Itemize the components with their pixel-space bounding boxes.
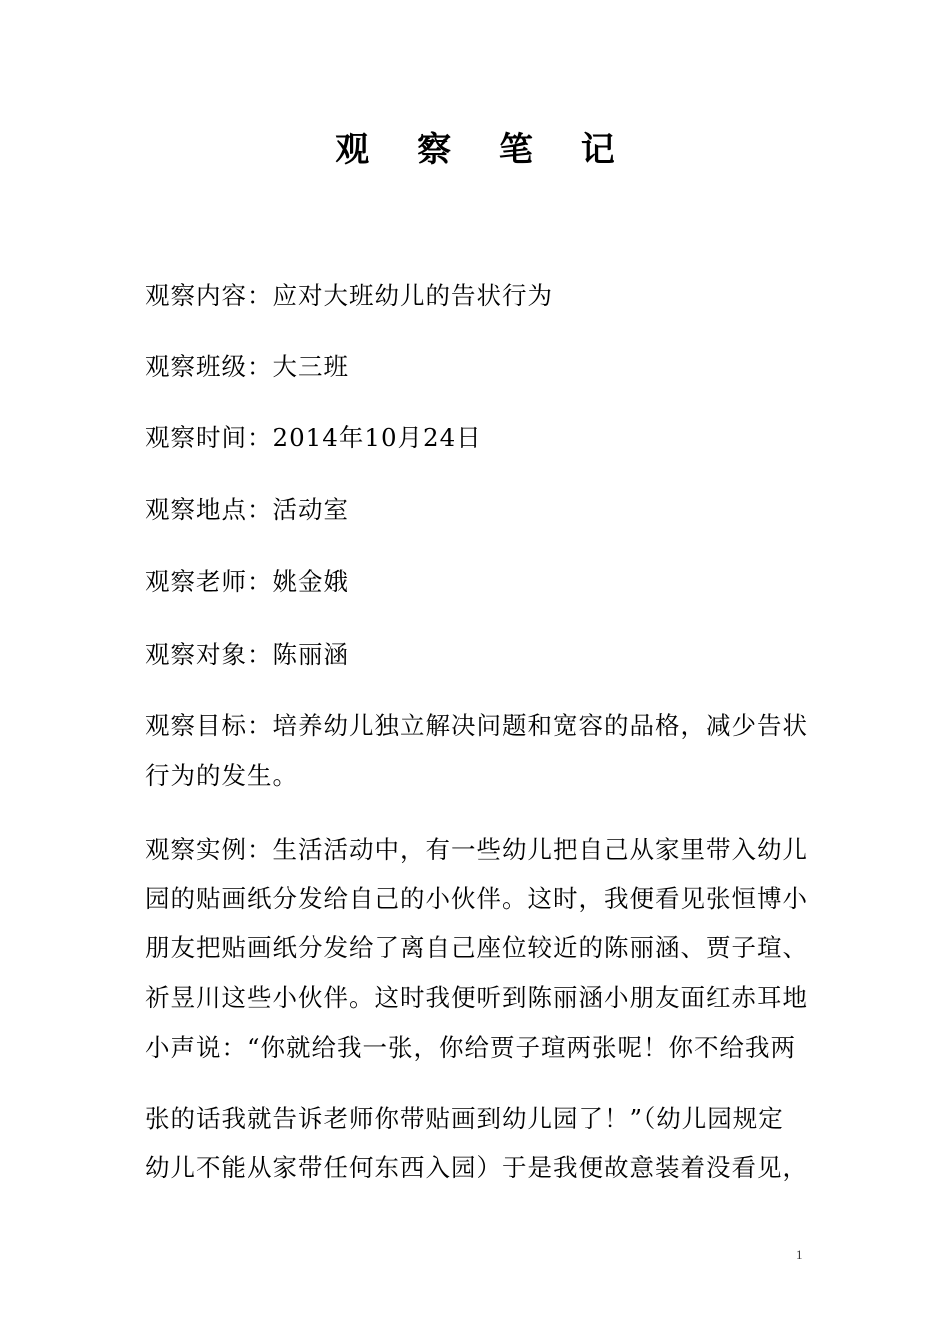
example-line: 朋友把贴画纸分发给了离自己座位较近的陈丽涵、贾子瑄、 bbox=[145, 933, 808, 962]
goal-line: 行为的发生。 bbox=[145, 761, 298, 790]
field-teacher: 观察老师：姚金娥 bbox=[145, 567, 349, 596]
page-number: 1 bbox=[796, 1247, 803, 1262]
example-line: 张的话我就告诉老师你带贴画到幼儿园了！”（幼儿园规定 bbox=[145, 1104, 784, 1133]
example-line: 祈昱川这些小伙伴。这时我便听到陈丽涵小朋友面红赤耳地 bbox=[145, 983, 808, 1012]
example-line: 园的贴画纸分发给自己的小伙伴。这时，我便看见张恒博小 bbox=[145, 884, 808, 913]
field-time: 观察时间：2014年10月24日 bbox=[145, 423, 482, 452]
field-class: 观察班级：大三班 bbox=[145, 352, 349, 381]
example-line: 观察实例：生活活动中，有一些幼儿把自己从家里带入幼儿 bbox=[145, 835, 808, 864]
goal-line: 观察目标：培养幼儿独立解决问题和宽容的品格，减少告状 bbox=[145, 711, 808, 740]
field-content: 观察内容：应对大班幼儿的告状行为 bbox=[145, 281, 553, 310]
field-subject: 观察对象：陈丽涵 bbox=[145, 640, 349, 669]
field-place: 观察地点：活动室 bbox=[145, 495, 349, 524]
example-line: 幼儿不能从家带任何东西入园）于是我便故意装着没看见， bbox=[145, 1153, 808, 1182]
document-title: 观 察 笔 记 bbox=[335, 130, 633, 170]
example-line: 小声说：“你就给我一张，你给贾子瑄两张呢！你不给我两 bbox=[145, 1033, 797, 1062]
